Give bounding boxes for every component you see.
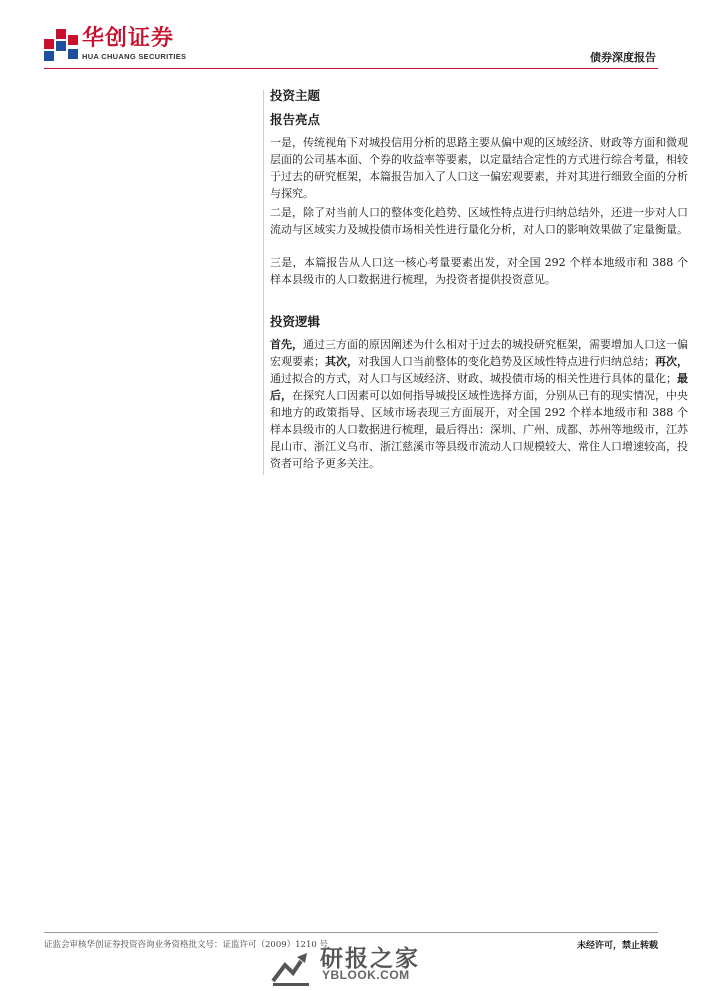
page-header [0,0,702,70]
lead-third: 再次， [655,355,688,368]
report-type-label: 债券深度报告 [590,51,656,64]
paragraph-text: 一是，传统视角下对城投信用分析的思路主要从偏中观的区域经济、财政等方面和微观层面的公司基本面、个券的收益率等要素，以定量结合定性的方式进行综合考量，相较于过去的研究框架，本篇报告加入了人口这一偏宏观要素，并对其进行细致全面的分析与探究。 [270,136,688,200]
section-title: 投资主题 [270,88,321,103]
lead-second: 其次， [325,355,358,368]
footer-divider [44,932,658,933]
copyright-notice: 未经许可，禁止转载 [576,941,658,951]
text-first: 通过三方面的原因阐述为什么相对于过去的城投研究框架，需要增加人口这一偏宏观要素； [270,338,688,368]
highlights-paragraph-1 [270,134,688,202]
logic-section [270,312,688,330]
lead-last: 最后， [270,372,688,402]
column-divider [263,90,264,475]
text-second: 对我国人口当前整体的变化趋势及区域性特点进行归纳总结； [358,355,655,368]
highlights-section [270,110,688,128]
watermark-text-cn: 研报之家 [320,946,420,972]
text-last: 在探究人口因素可以如何指导城投区域性选择方面，分别从已有的现实情况，中央和地方的政策指导、区域市场表现三方面展开，对全国 292 个样本地级市和 388 个样本县级市的人口数据进行梳理，最后得出：深圳、广州、成都、苏州等地级市，江苏昆山市、浙江义乌市、浙江慈溪市等县级市流动人口规模较大、常住人口增速较高，投资者可给予更多关注。 [270,389,688,470]
hua-chuang-logo-icon [44,29,78,61]
highlights-paragraph-2 [270,204,688,238]
lead-first: 首先， [270,338,303,351]
header-divider [44,68,658,69]
highlights-heading: 报告亮点 [270,112,321,127]
yblook-watermark-icon [271,947,315,987]
paragraph-text: 二是，除了对当前人口的整体变化趋势、区域性特点进行归纳总结外，还进一步对人口流动与区域实力及城投债市场相关性进行量化分析，对人口的影响效果做了定量衡量。 [270,206,688,236]
logo-text-en: HUA CHUANG SECURITIES [82,52,187,61]
paragraph-text [270,336,688,472]
logo-text-cn: 华创证券 [82,26,175,51]
regulatory-notice: 证监会审核华创证券投资咨询业务资格批文号：证监许可（2009）1210 号 [44,940,328,950]
text-third: 通过拟合的方式，对人口与区域经济、财政、城投债市场的相关性进行具体的量化； [270,372,677,385]
investment-theme-section [270,86,688,104]
highlights-paragraph-3 [270,254,688,288]
watermark-text-en: YBLOOK.COM [322,968,410,982]
paragraph-text: 三是，本篇报告从人口这一核心考量要素出发，对全国 292 个样本地级市和 388 个样本县级市的人口数据进行梳理，为投资者提供投资意见。 [270,256,688,286]
logic-paragraph [270,336,688,472]
logic-heading: 投资逻辑 [270,314,321,329]
